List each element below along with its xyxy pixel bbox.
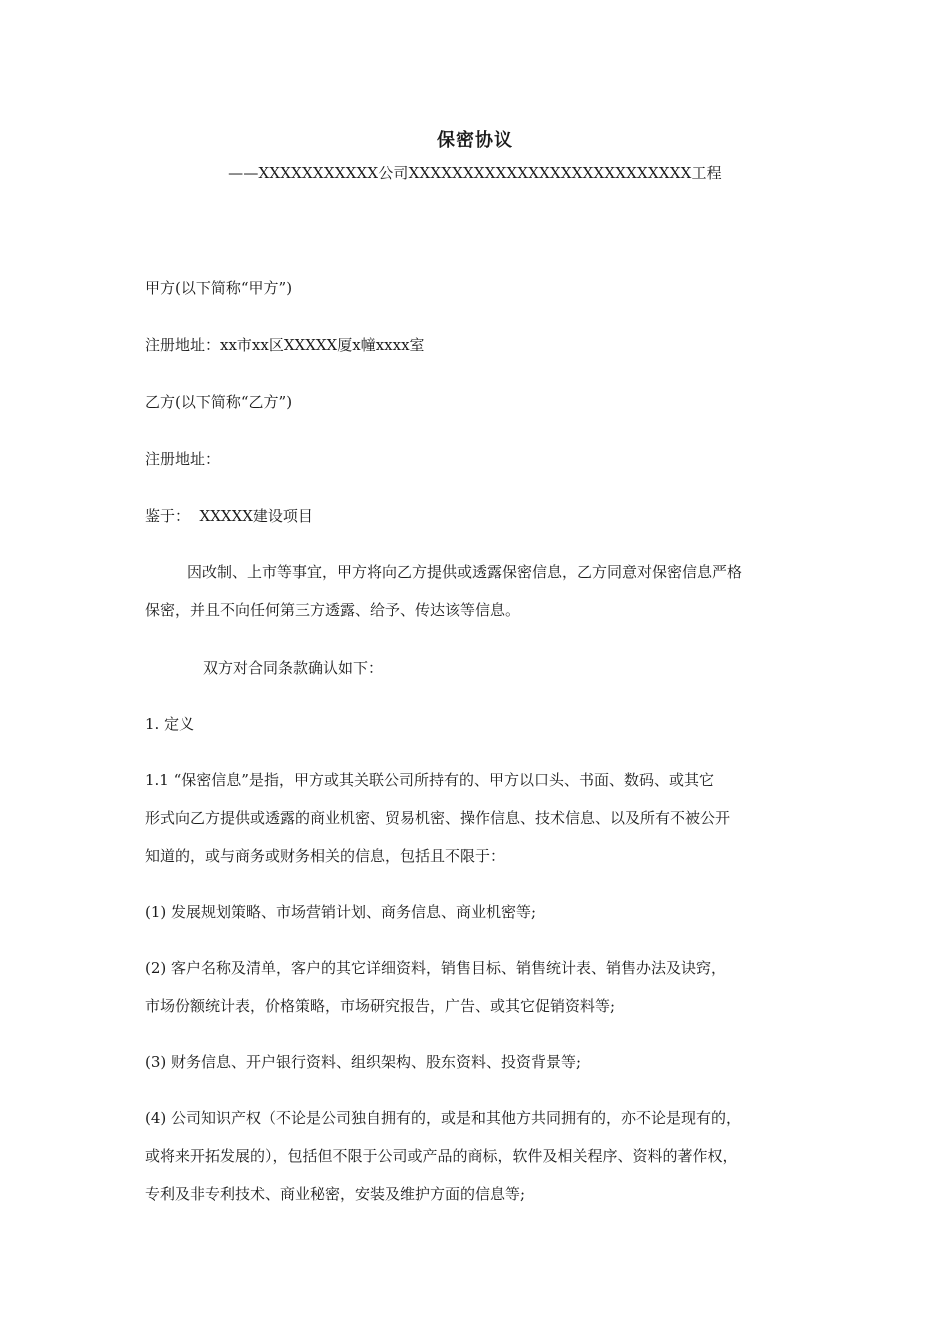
item-2 [145, 949, 810, 1025]
item-2-line-1: (2) 客户名称及清单，客户的其它详细资料，销售目标、销售统计表、销售办法及诀窍， [145, 959, 727, 977]
party-b-address: 注册地址： [145, 450, 221, 468]
party-a-line: 甲方(以下简称“甲方”) [145, 279, 293, 297]
party-b-line: 乙方(以下简称“乙方”) [145, 393, 293, 411]
agreement-intro: 双方对合同条款确认如下： [203, 659, 384, 677]
item-2-line-2: 市场份额统计表，价格策略，市场研究报告，广告、或其它促销资料等; [145, 997, 616, 1015]
section-1-heading: 1. 定义 [145, 715, 195, 733]
item-4-line-3: 专利及非专利技术、商业秘密，安装及维护方面的信息等; [145, 1185, 526, 1203]
item-4-line-2: 或将来开拓发展的），包括但不限于公司或产品的商标，软件及相关程序、资料的著作权， [145, 1147, 738, 1165]
intro-line-2: 保密，并且不向任何第三方透露、给予、传达该等信息。 [145, 601, 521, 619]
party-a-address: 注册地址：xx市xx区XXXXX厦x幢xxxx室 [145, 336, 425, 354]
clause-1-1-line-1: 1.1 “保密信息”是指，甲方或其关联公司所持有的、甲方以口头、书面、数码、或其它 [145, 771, 714, 789]
document-subtitle: ——XXXXXXXXXXX公司XXXXXXXXXXXXXXXXXXXXXXXXXX工程 [228, 164, 722, 182]
item-4 [145, 1099, 810, 1213]
whereas-line: 鉴于： XXXXX建设项目 [145, 507, 313, 525]
item-4-line-1: (4) 公司知识产权（不论是公司独自拥有的，或是和其他方共同拥有的，亦不论是现有的， [145, 1109, 742, 1127]
document-title: 保密协议 [437, 130, 513, 151]
intro-line-1: 因改制、上市等事宜，甲方将向乙方提供或透露保密信息，乙方同意对保密信息严格 [187, 563, 743, 581]
intro-paragraph [145, 553, 810, 629]
item-3: (3) 财务信息、开户银行资料、组织架构、股东资料、投资背景等; [145, 1053, 582, 1071]
item-1: (1) 发展规划策略、市场营销计划、商务信息、商业机密等; [145, 903, 537, 921]
clause-1-1 [145, 761, 810, 875]
clause-1-1-line-3: 知道的，或与商务或财务相关的信息，包括且不限于： [145, 847, 506, 865]
clause-1-1-line-2: 形式向乙方提供或透露的商业机密、贸易机密、操作信息、技术信息、以及所有不被公开 [145, 809, 731, 827]
